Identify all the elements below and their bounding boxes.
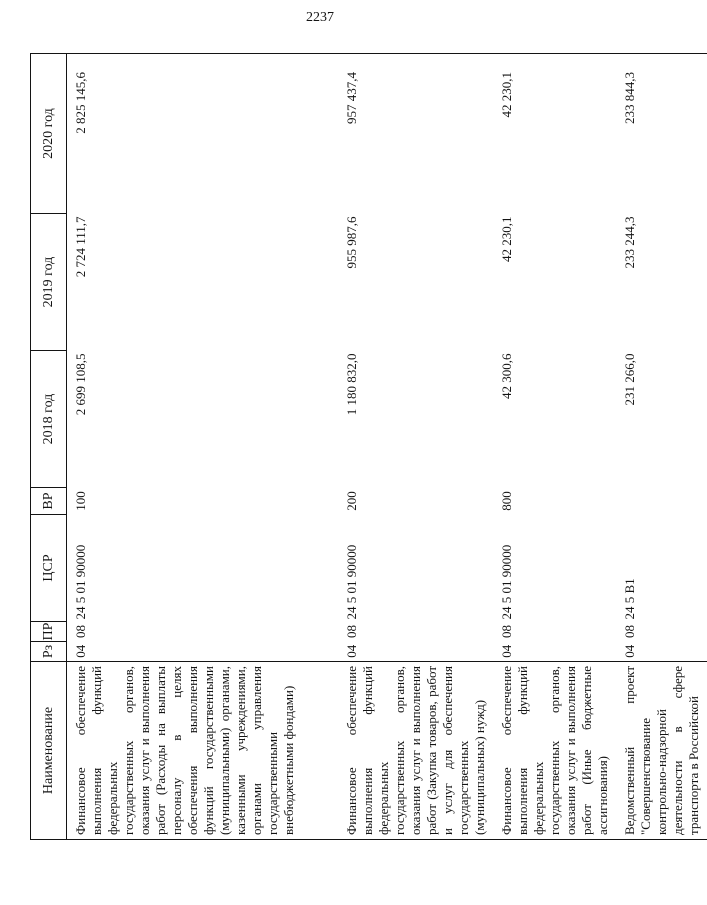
header-name: Наименование xyxy=(31,662,67,840)
row-2018: 2 699 108,5 xyxy=(73,353,88,416)
row-pr: 08 xyxy=(344,625,359,638)
header-pr: ПР xyxy=(31,622,67,642)
row-vr: 200 xyxy=(344,491,359,511)
row-2018: 42 300,6 xyxy=(499,353,514,399)
row-2019: 955 987,6 xyxy=(344,216,359,269)
header-2018: 2018 год xyxy=(31,351,67,488)
row-pr: 08 xyxy=(499,625,514,638)
row-vr: 100 xyxy=(73,491,88,511)
row-2020: 233 844,3 xyxy=(616,54,707,214)
row-2020: 42 230,1 xyxy=(493,54,616,214)
row-vr: 800 xyxy=(499,491,514,511)
row-rz: 04 xyxy=(344,644,359,658)
header-2019: 2019 год xyxy=(31,214,67,351)
row-2018: 231 266,0 xyxy=(622,353,637,406)
header-2020: 2020 год xyxy=(31,54,67,214)
row-rz: 04 xyxy=(73,644,88,658)
row-2019: 2 724 111,7 xyxy=(73,216,88,278)
header-rz: Рз xyxy=(31,642,67,662)
row-rz: 04 xyxy=(499,644,514,658)
row-csr: 24 5 01 90000 xyxy=(344,544,359,620)
row-2018: 1 180 832,0 xyxy=(344,353,359,416)
header-vr: ВР xyxy=(31,488,67,515)
row-rz: 04 xyxy=(622,644,637,658)
row-csr: 24 5 01 90000 xyxy=(73,544,88,620)
row-csr: 24 5 В1 xyxy=(622,578,637,620)
rotated-table-container xyxy=(30,54,701,840)
row-vr xyxy=(616,488,707,515)
row-pr: 08 xyxy=(73,625,88,638)
page-number: 2237 xyxy=(306,10,334,25)
row-2020: 2 825 145,6 xyxy=(67,54,339,214)
table-row xyxy=(493,54,616,840)
table-row xyxy=(67,54,339,840)
table-row xyxy=(338,54,493,840)
table-row xyxy=(616,54,707,840)
row-name: Ведомственный проект "Совершенствование контрольно-надзорной деятельности в сфере транспорта в Российской xyxy=(616,662,707,840)
row-2020: 957 437,4 xyxy=(338,54,493,214)
row-2019: 42 230,1 xyxy=(499,216,514,262)
header-csr: ЦСР xyxy=(31,515,67,622)
header-row xyxy=(31,54,67,840)
row-csr: 24 5 01 90000 xyxy=(499,544,514,620)
row-2019: 233 244,3 xyxy=(622,216,637,269)
budget-table xyxy=(30,53,707,840)
row-name: Финансовое обеспечение выполнения функций федеральных государственных органов, оказания услуг и выполнения работ (Иные бюджетные ассигнования) xyxy=(493,662,616,840)
row-name: Финансовое обеспечение выполнения функций федеральных государственных органов, оказания услуг и выполнения работ (Закупка товаров, работ и услуг для обеспечения государственных (муниципальных) нужд) xyxy=(338,662,493,840)
row-pr: 08 xyxy=(622,625,637,638)
row-name: Финансовое обеспечение выполнения функций федеральных государственных органов, оказания услуг и выполнения работ (Расходы на выплаты персоналу в целях обеспечения выполнения функций государственными (муниципальными) органами, казенными учреждениями, органами управления государственными внебюджетными фондами) xyxy=(67,662,339,840)
